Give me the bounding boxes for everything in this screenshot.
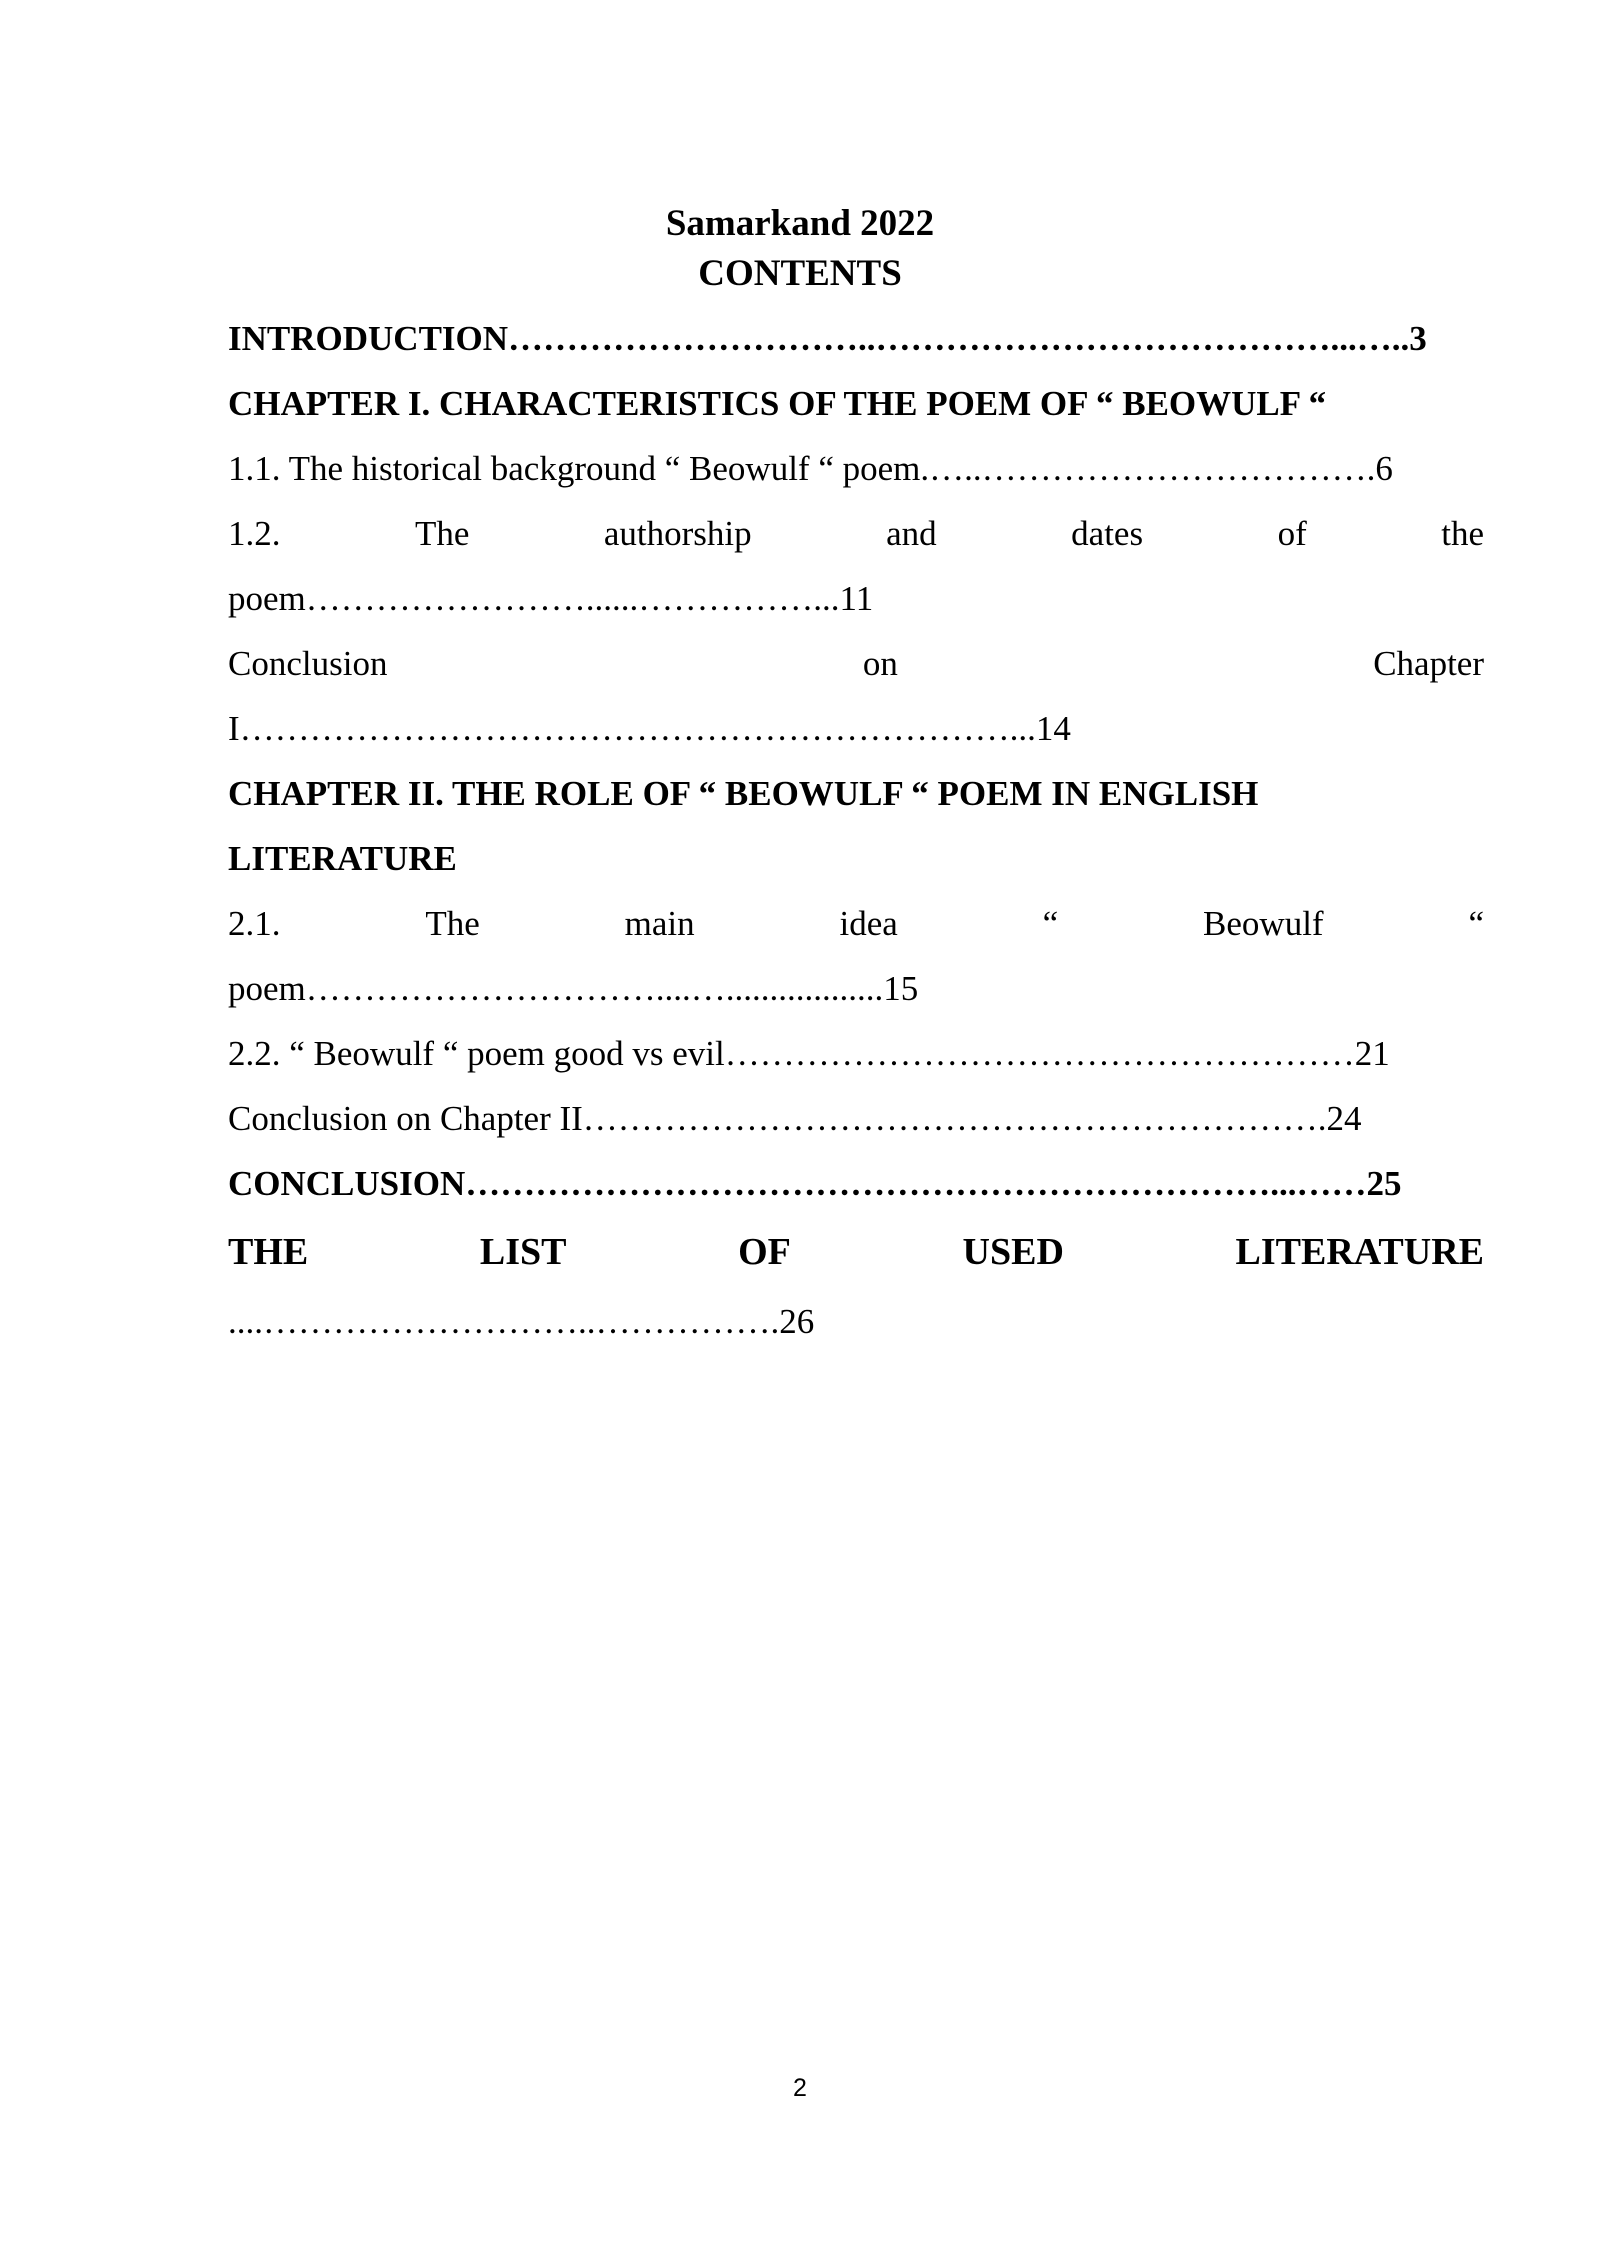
toc-word: on [862, 644, 898, 683]
toc-literature [228, 1228, 1484, 1276]
toc-item-1-2 [228, 510, 1484, 558]
toc-word: main [624, 904, 695, 943]
toc-word: “ [1042, 904, 1059, 943]
toc-word: authorship [603, 514, 752, 553]
toc-word: The [425, 904, 480, 943]
toc-chapter-1-title: CHAPTER I. CHARACTERISTICS OF THE POEM OF “ BEOWULF “ [228, 384, 1327, 423]
toc-item-1-2-continued: poem……………………......……………...11 [228, 579, 874, 618]
toc-word: of [1277, 514, 1307, 553]
toc-word: LITERATURE [1235, 1231, 1484, 1273]
toc-word: dates [1071, 514, 1144, 553]
toc-word: Beowulf [1203, 904, 1324, 943]
toc-word: the [1441, 514, 1484, 553]
page-number: 2 [793, 2074, 807, 2102]
toc-word: Conclusion [228, 644, 388, 683]
toc-word: LIST [479, 1231, 567, 1273]
toc-word: Chapter [1373, 644, 1484, 683]
toc-literature-continued: ....………………………..…………….26 [228, 1302, 815, 1341]
toc-word: USED [962, 1231, 1064, 1273]
toc-word: and [886, 514, 937, 553]
toc-word: 2.1. [228, 904, 281, 943]
toc-word: THE [228, 1231, 309, 1273]
toc-item-2-1-continued: poem…………………………....…..................15 [228, 969, 919, 1008]
toc-conclusion-chapter-1 [228, 640, 1484, 688]
toc-introduction: INTRODUCTION…………………………..…………………………………...…..3 [228, 319, 1427, 358]
toc-conclusion-chapter-1-continued: I…………………………………………………………...14 [228, 709, 1071, 748]
toc-word: “ [1468, 904, 1484, 943]
toc-word: idea [839, 904, 898, 943]
toc-conclusion: CONCLUSION……………………………………………………………...……25 [228, 1164, 1402, 1203]
toc-chapter-2-title: CHAPTER II. THE ROLE OF “ BEOWULF “ POEM IN ENGLISH [228, 774, 1259, 813]
toc-word: OF [738, 1231, 791, 1273]
contents-heading: CONTENTS [698, 253, 902, 294]
toc-conclusion-chapter-2: Conclusion on Chapter II……………………………………………………….24 [228, 1099, 1362, 1138]
toc-item-1-1: 1.1. The historical background “ Beowulf “ poem.…..…………………………….6 [228, 449, 1393, 488]
city-year: Samarkand 2022 [665, 203, 935, 244]
toc-chapter-2-title-continued: LITERATURE [228, 839, 457, 878]
toc-word: 1.2. [228, 514, 281, 553]
toc-item-2-2: 2.2. “ Beowulf “ poem good vs evil………………………………………………21 [228, 1034, 1390, 1073]
toc-item-2-1 [228, 900, 1484, 948]
toc-word: The [414, 514, 470, 553]
